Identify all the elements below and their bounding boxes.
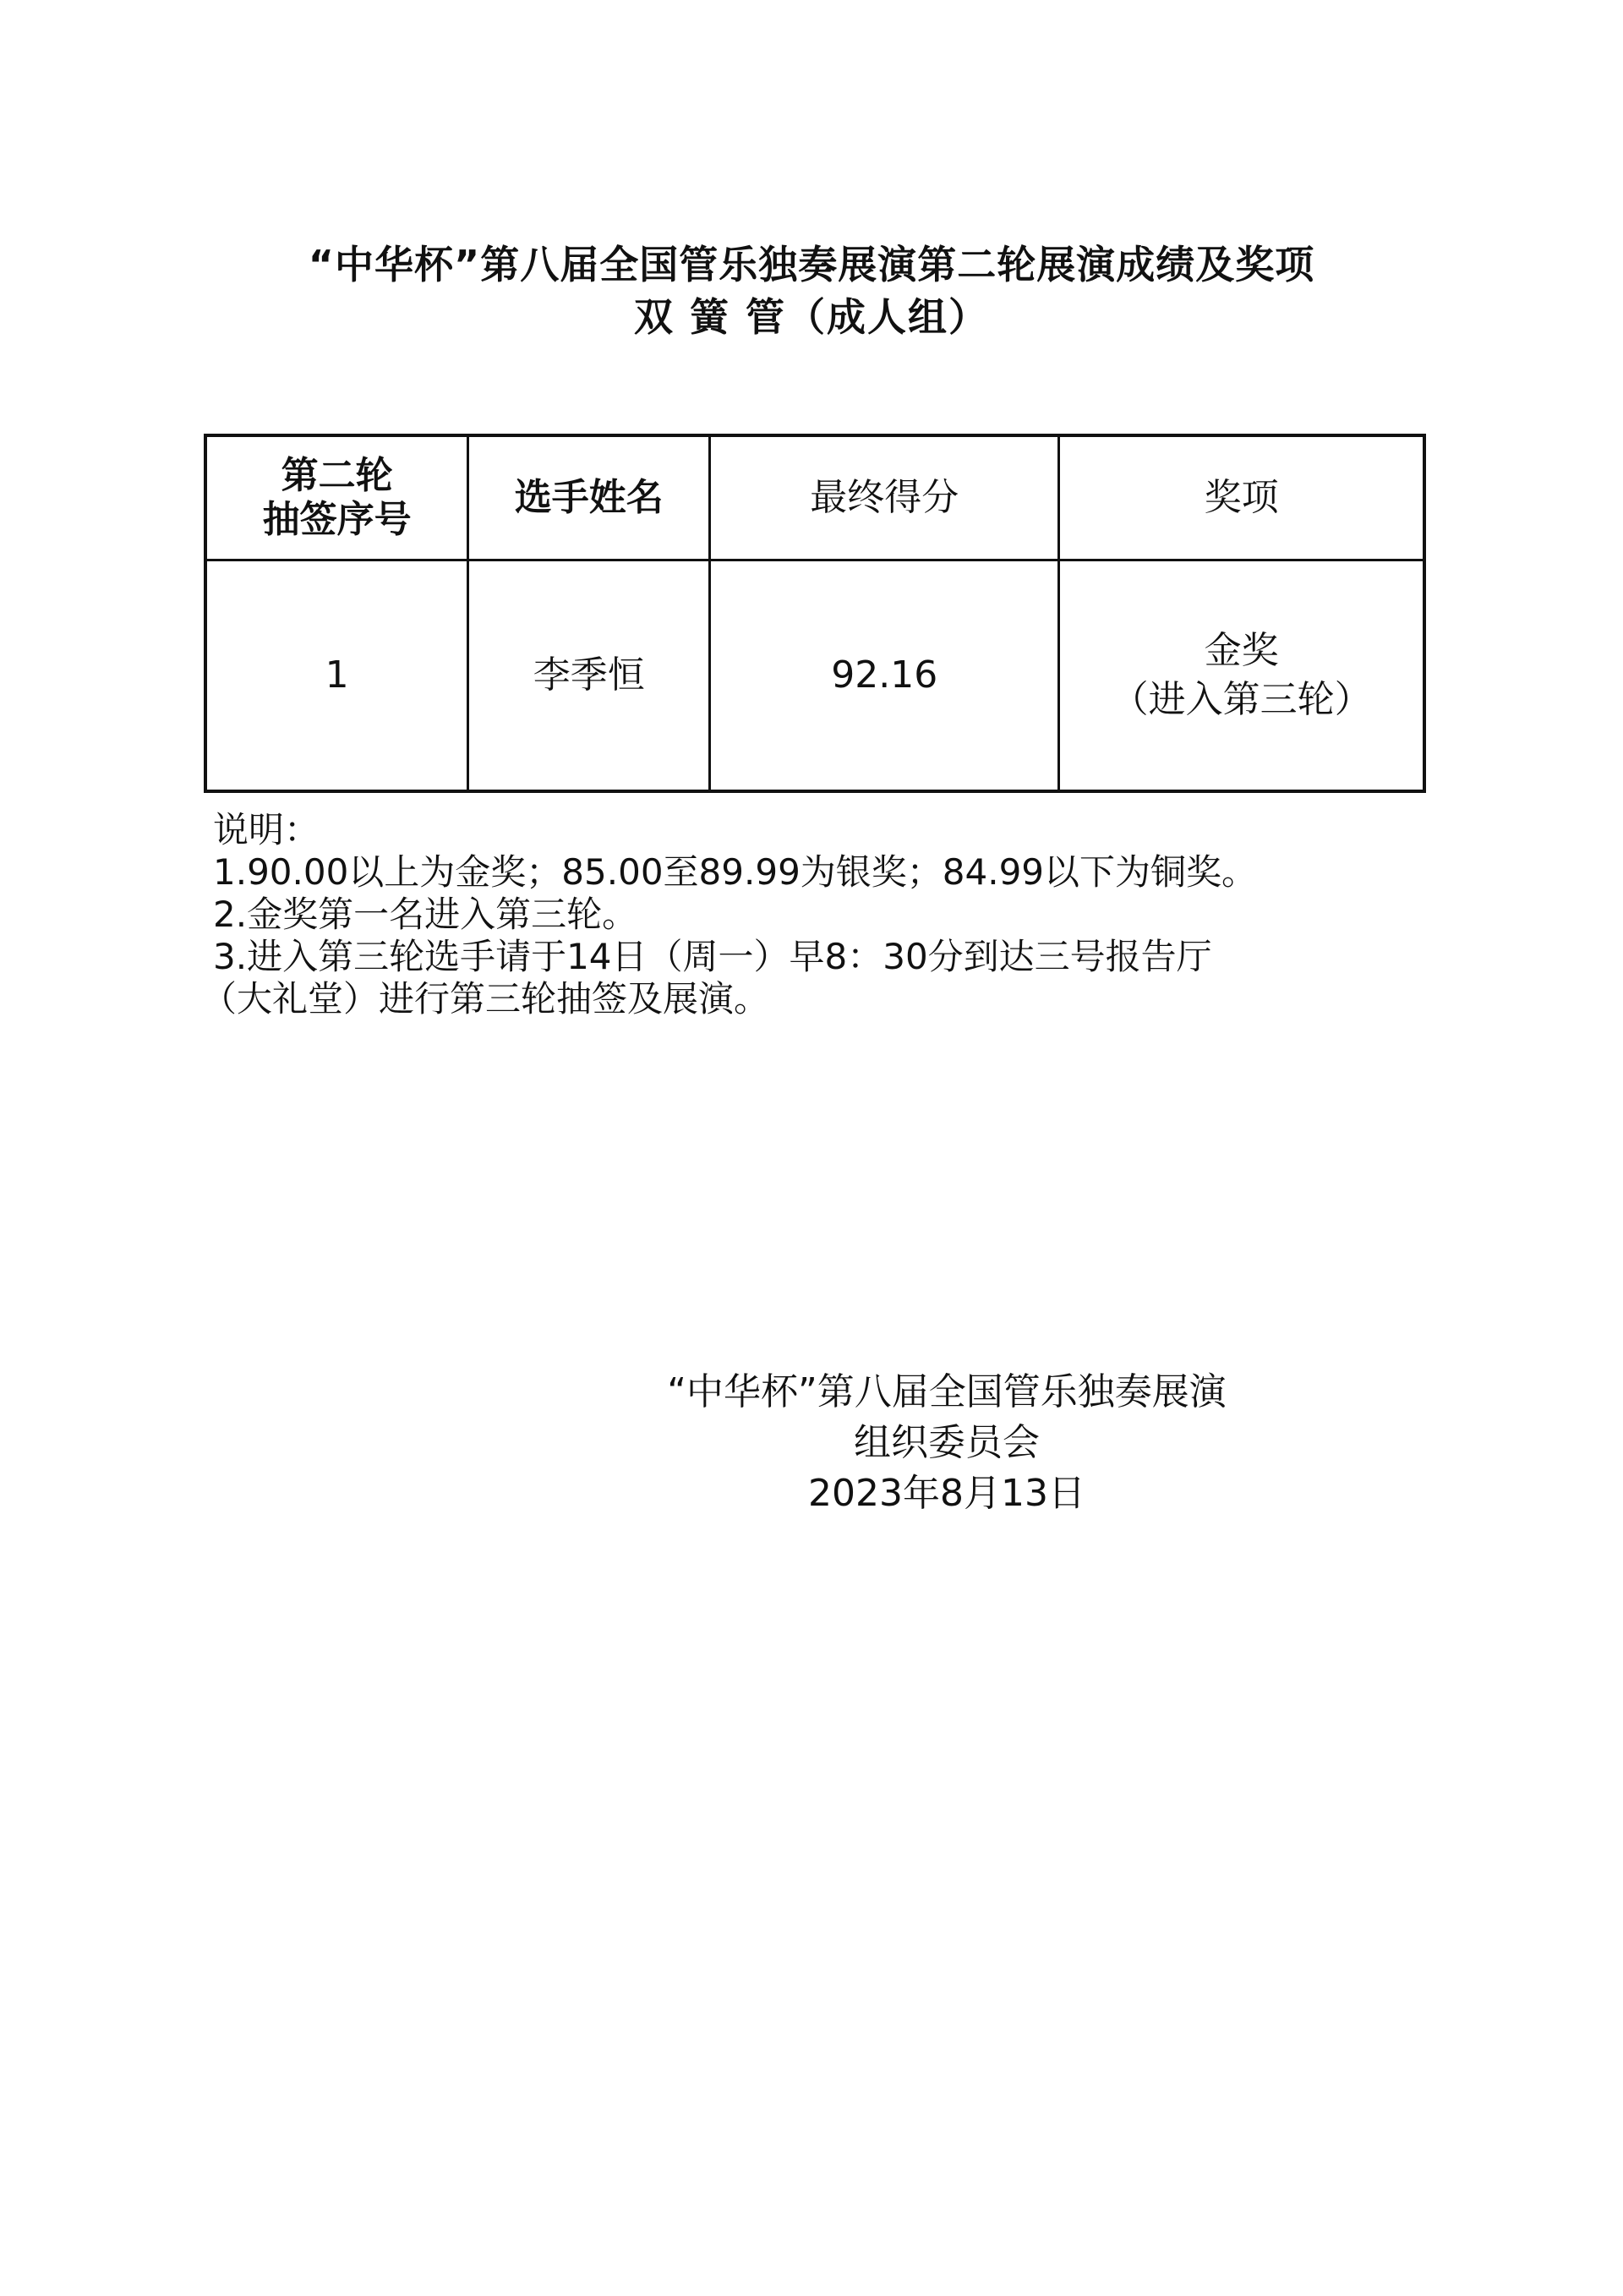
table-row [205, 560, 1424, 792]
notes-section [201, 809, 1447, 1020]
header-draw-number [205, 435, 468, 560]
header-draw-number-line1: 第二轮 [281, 454, 393, 497]
note-item: 3.进入第三轮选手请于14日（周一）早8：30分到达三号报告厅 [213, 936, 1212, 977]
table-header-row [205, 435, 1424, 560]
cell-award [1059, 560, 1424, 792]
document-subtitle: 双 簧 管（成人组） [633, 294, 990, 340]
header-score: 最终得分 [710, 435, 1059, 560]
signature-block [592, 1367, 1302, 1519]
title-block [0, 238, 1623, 343]
header-draw-number-line2: 抽签序号 [262, 498, 412, 541]
signature-date: 2023年8月13日 [808, 1472, 1085, 1515]
cell-award-line1: 金奖 [1204, 629, 1279, 672]
document-title: “中华杯”第八届全国管乐独奏展演第二轮展演成绩及奖项 [308, 242, 1315, 287]
signature-committee: 组织委员会 [854, 1421, 1040, 1464]
header-name: 选手姓名 [468, 435, 710, 560]
cell-score: 92.16 [710, 560, 1059, 792]
header-award: 奖项 [1059, 435, 1424, 560]
note-item-continuation: （大礼堂）进行第三轮抽签及展演。 [201, 978, 770, 1020]
cell-draw-number: 1 [205, 560, 468, 792]
note-item: 2.金奖第一名进入第三轮。 [213, 894, 638, 935]
cell-award-line2: （进入第三轮） [1111, 678, 1372, 721]
note-item: 1.90.00以上为金奖；85.00至89.99为银奖；84.99以下为铜奖。 [213, 851, 1258, 893]
cell-name: 李季恒 [468, 560, 710, 792]
signature-organization: “中华杯”第八届全国管乐独奏展演 [667, 1370, 1227, 1413]
notes-heading: 说明： [213, 809, 320, 850]
score-table [204, 434, 1426, 793]
